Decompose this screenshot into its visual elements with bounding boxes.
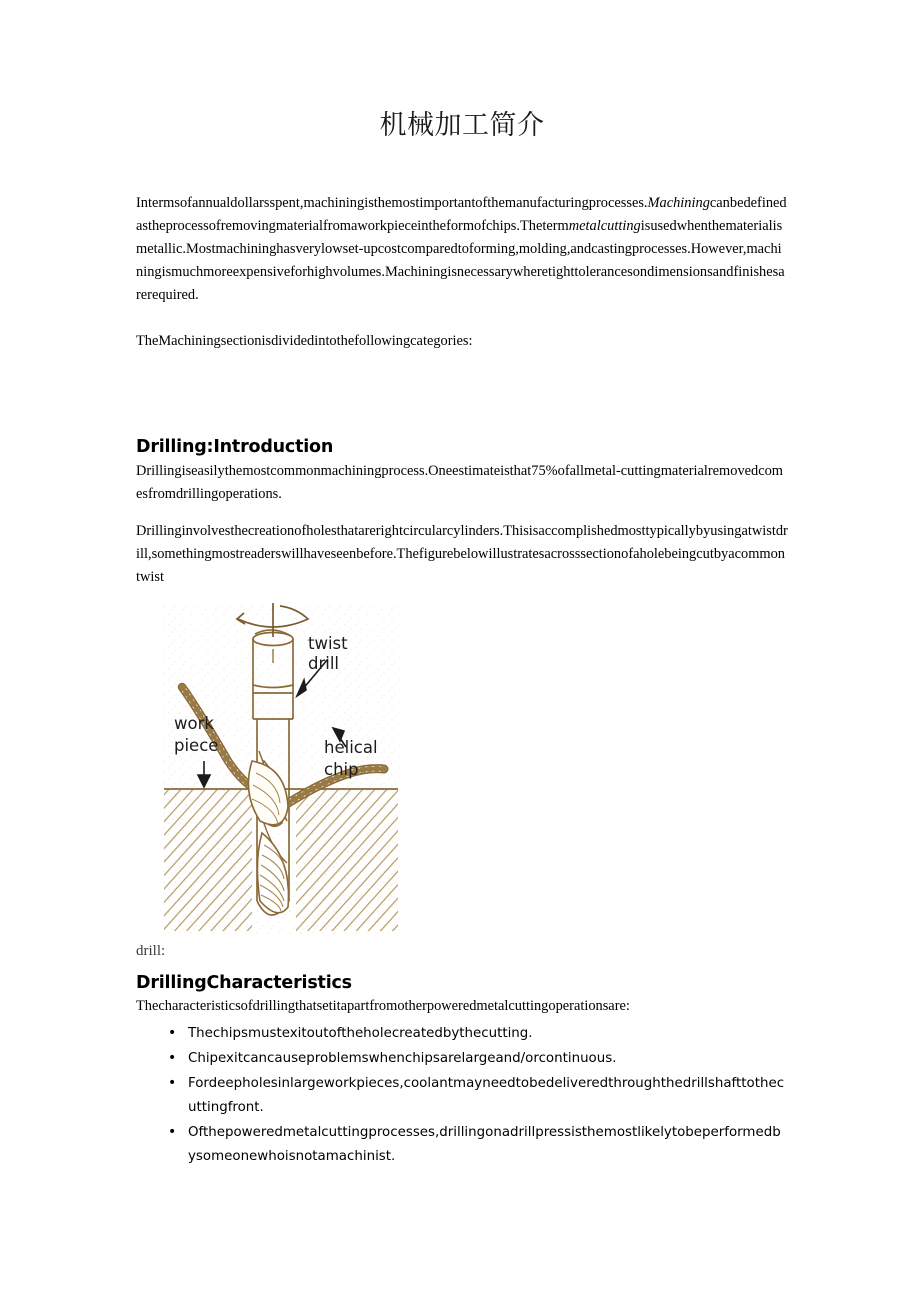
figure-twist-drill xyxy=(136,601,788,941)
list-item-text: Ofthepoweredmetalcuttingprocesses,drillingonadrillpressisthemostlikelytobeperformedbysomeonewhoisnotamachinist. xyxy=(188,1125,781,1165)
label-twist-drill-line2: drill xyxy=(308,654,340,674)
emphasis-machining: Machining xyxy=(647,195,710,212)
categories-line: TheMachiningsectionisdividedintothefollowingcategories: xyxy=(136,333,473,350)
label-work-piece-line1: work xyxy=(174,714,214,734)
figure-drawing xyxy=(156,601,406,941)
heading-drilling-characteristics: DrillingCharacteristics xyxy=(136,973,352,994)
label-twist-drill-line1: twist xyxy=(308,634,348,654)
bullet-glyph: • xyxy=(168,1124,177,1141)
intro-segment-2: canbedefinedastheprocessofremovingmaterialfromaworkpieceintheformofchips.Theterm xyxy=(136,195,787,235)
list-item xyxy=(136,1120,788,1169)
label-work-piece-line2: piece xyxy=(174,736,219,756)
page-title: 机械加工简介 xyxy=(379,110,545,141)
document-content-column xyxy=(136,0,788,1169)
emphasis-metalcutting: metalcutting xyxy=(568,218,641,235)
characteristics-lead-in: Thecharacteristicsofdrillingthatsetitapartfromotherpoweredmetalcuttingoperationsare: xyxy=(136,998,630,1015)
twist-drill-cross-section-illustration xyxy=(156,601,406,941)
list-item-text: Fordeepholesinlargeworkpieces,coolantmayneedtobedeliveredthroughthedrillshafttothecuttingfront. xyxy=(188,1076,785,1116)
label-helical-chip-line2: chip xyxy=(324,760,359,780)
drilling-intro-paragraph-1: Drillingiseasilythemostcommonmachiningprocess.Oneestimateisthat75%ofallmetal-cuttingmaterialremovedcomesfromdrillingoperations. xyxy=(136,463,784,503)
intro-segment-1: Intermsofannualdollarsspent,machiningisthemostimportantofthemanufacturingprocesses. xyxy=(136,195,648,212)
intro-paragraph xyxy=(136,192,788,307)
heading-drilling-introduction: Drilling:Introduction xyxy=(136,437,334,458)
characteristics-list xyxy=(136,1021,788,1169)
list-item xyxy=(136,1071,788,1120)
label-helical-chip-line1: helical xyxy=(324,738,378,758)
list-item xyxy=(136,1046,788,1071)
bullet-glyph: • xyxy=(168,1025,177,1042)
list-item-text: Chipexitcancauseproblemswhenchipsarelargeand/orcontinuous. xyxy=(188,1051,617,1067)
figure-caption: drill: xyxy=(136,943,166,960)
list-item-text: Thechipsmustexitoutoftheholecreatedbythecutting. xyxy=(188,1026,533,1042)
bullet-glyph: • xyxy=(168,1050,177,1067)
list-item xyxy=(136,1021,788,1046)
bullet-glyph: • xyxy=(168,1075,177,1092)
drilling-intro-paragraph-2: Drillinginvolvesthecreationofholesthatarerightcircularcylinders.Thisisaccomplishedmosttypicallybyusingatwistdrill,somethingmostreaderswillhaveseenbefore.Thefigurebelowillustratesacrosssectionofaholebeingcutbyacommontwist xyxy=(136,523,788,586)
intro-segment-3: isusedwhenthematerialismetallic.Mostmachininghasverylowset-upcostcomparedtoforming,molding,andcastingprocesses.However,machiningismuchmoreexpensiveforhighvolumes.Machiningisnecessarywheretighttolerancesondimensionsandfinishesarerequired. xyxy=(136,218,785,304)
